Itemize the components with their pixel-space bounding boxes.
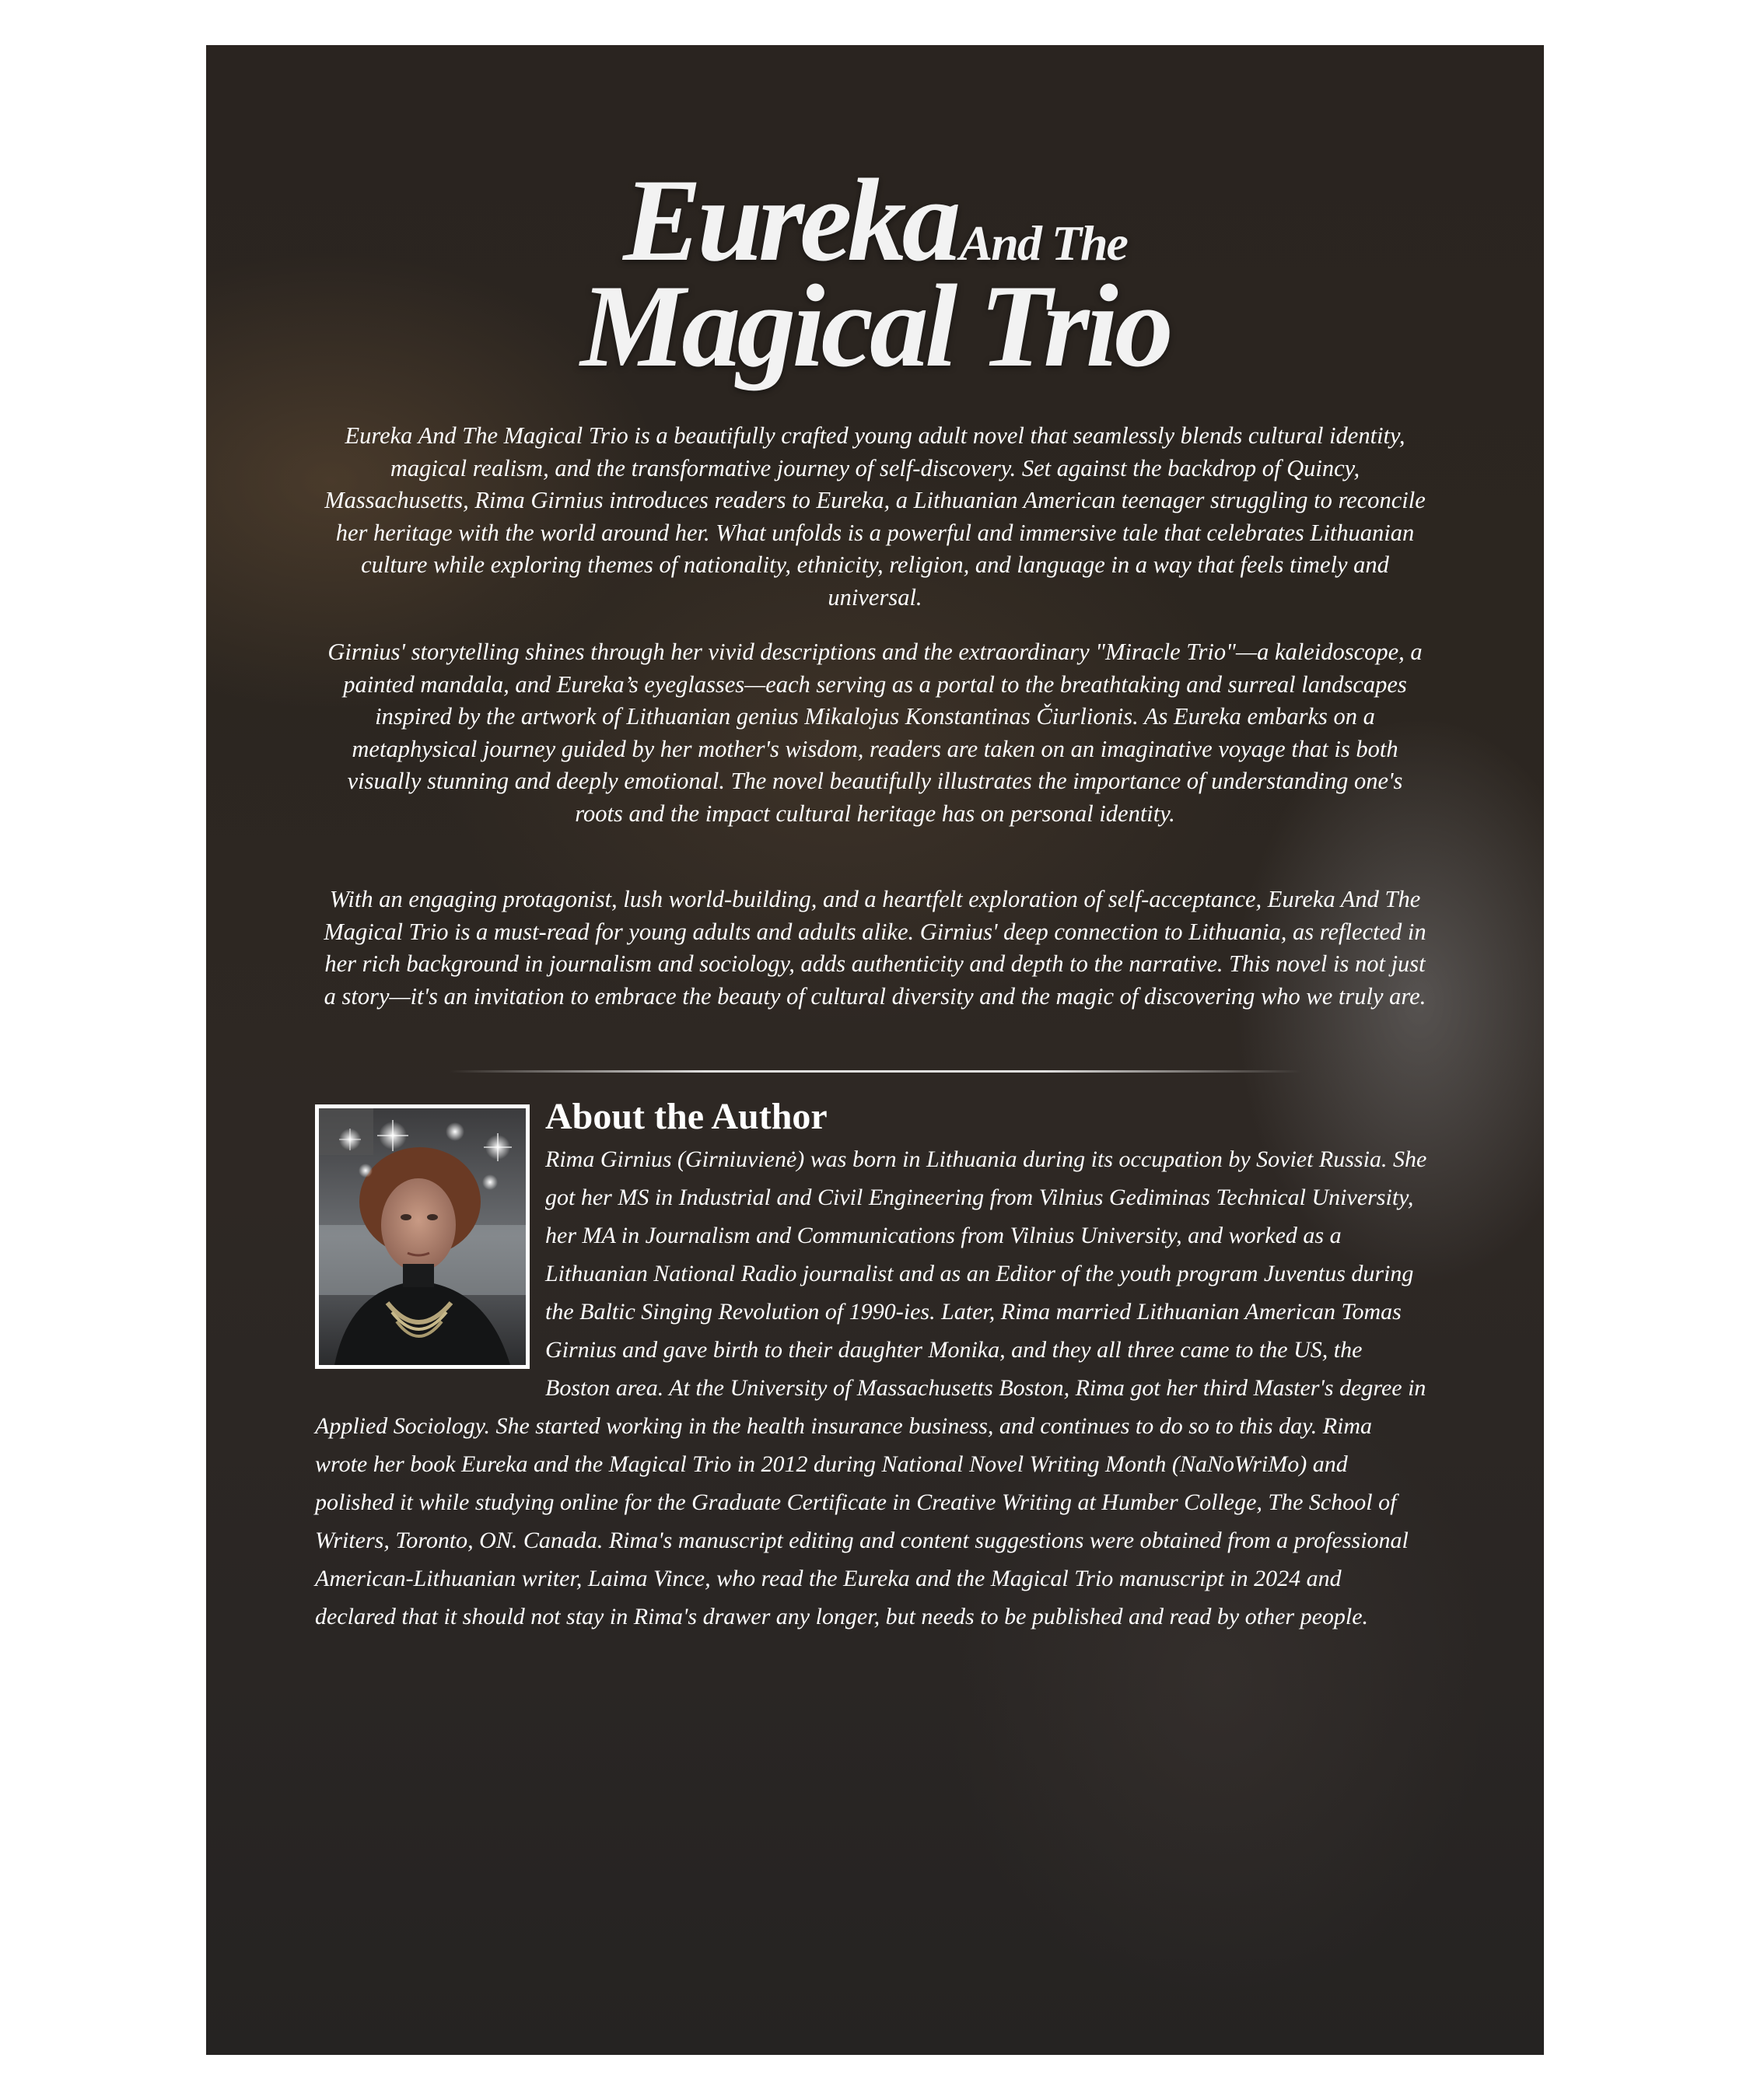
author-portrait-image [319, 1108, 526, 1365]
blurb-paragraph-2: Girnius' storytelling shines through her vivid descriptions and the extraordinary "Miracle Trio"—a kaleidoscope, a painted mandala, and Eureka’s eyeglasses—each serving as a portal to the breathtaking and surreal landscapes inspired by the artwork of Lithuanian genius Mikalojus Konstantinas Čiurlionis. As Eureka embarks on a metaphysical journey guided by her mother's wisdom, readers are taken on an imaginative voyage that is both visually stunning and deeply emotional. The novel beautifully illustrates the importance of understanding one's roots and the impact cultural heritage has on personal identity. [327, 639, 1423, 827]
book-title [206, 155, 1544, 391]
about-author-heading: About the Author [545, 1096, 828, 1137]
blurb-paragraph-3: With an engaging protagonist, lush world-building, and a heartfelt exploration of self-acceptance, Eureka And The Magical Trio is a must-read for young adults and adults alike. Girnius' deep connection to Lithuania, as reflected in her rich background in journalism and sociology, adds authenticity and depth to the narrative. This novel is not just a story—it's an invitation to embrace the beauty of cultural diversity and the magic of discovering who we truly are. [324, 886, 1426, 1010]
author-bio: Rima Girnius (Girniuvienė) was born in Lithuania during its occupation by Soviet Russia. She got her MS in Industrial and Civil Engineering from Vilnius Gediminas Technical University, her MA in Journalism and Communications from Vilnius University, and worked as a Lithuanian National Radio journalist and as an Editor of the youth program Juventus during the Baltic Singing Revolution of 1990-ies. Later, Rima married Lithuanian American Tomas Girnius and gave birth to their daughter Monika, and they all three came to the US, the Boston area. At the University of Massachusetts Boston, Rima got her third Master's degree in Applied Sociology. She started working in the health insurance business, and continues to do so to this day. Rima wrote her book Eureka and the Magical Trio in 2012 during National Novel Writing Month (NaNoWriMo) and polished it while studying online for the Graduate Certificate in Creative Writing at Humber College, The School of Writers, Toronto, ON. Canada. Rima's manuscript editing and content suggestions were obtained from a professional American-Lithuanian writer, Laima Vince, who read the Eureka and the Magical Trio manuscript in 2024 and declared that it should not stay in Rima's drawer any longer, but needs to be published and read by other people. [315, 1146, 1427, 1629]
book-back-cover [206, 45, 1544, 2055]
about-author-section [315, 1095, 1427, 1636]
title-word-eureka: Eureka [623, 155, 957, 285]
blurb-paragraph-1: Eureka And The Magical Trio is a beautifully crafted young adult novel that seamlessly blends cultural identity, magical realism, and the transformative journey of self-discovery. Set against the backdrop of Quincy, Massachusetts, Rima Girnius introduces readers to Eureka, a Lithuanian American teenager struggling to reconcile her heritage with the world around her. What unfolds is a powerful and immersive tale that celebrates Lithuanian culture while exploring themes of nationality, ethnicity, religion, and language in a way that feels timely and universal. [324, 422, 1426, 611]
author-photo [315, 1104, 530, 1369]
title-connector: And The [959, 215, 1127, 271]
section-divider [449, 1070, 1301, 1073]
title-line-magical-trio: Magical Trio [580, 261, 1170, 391]
